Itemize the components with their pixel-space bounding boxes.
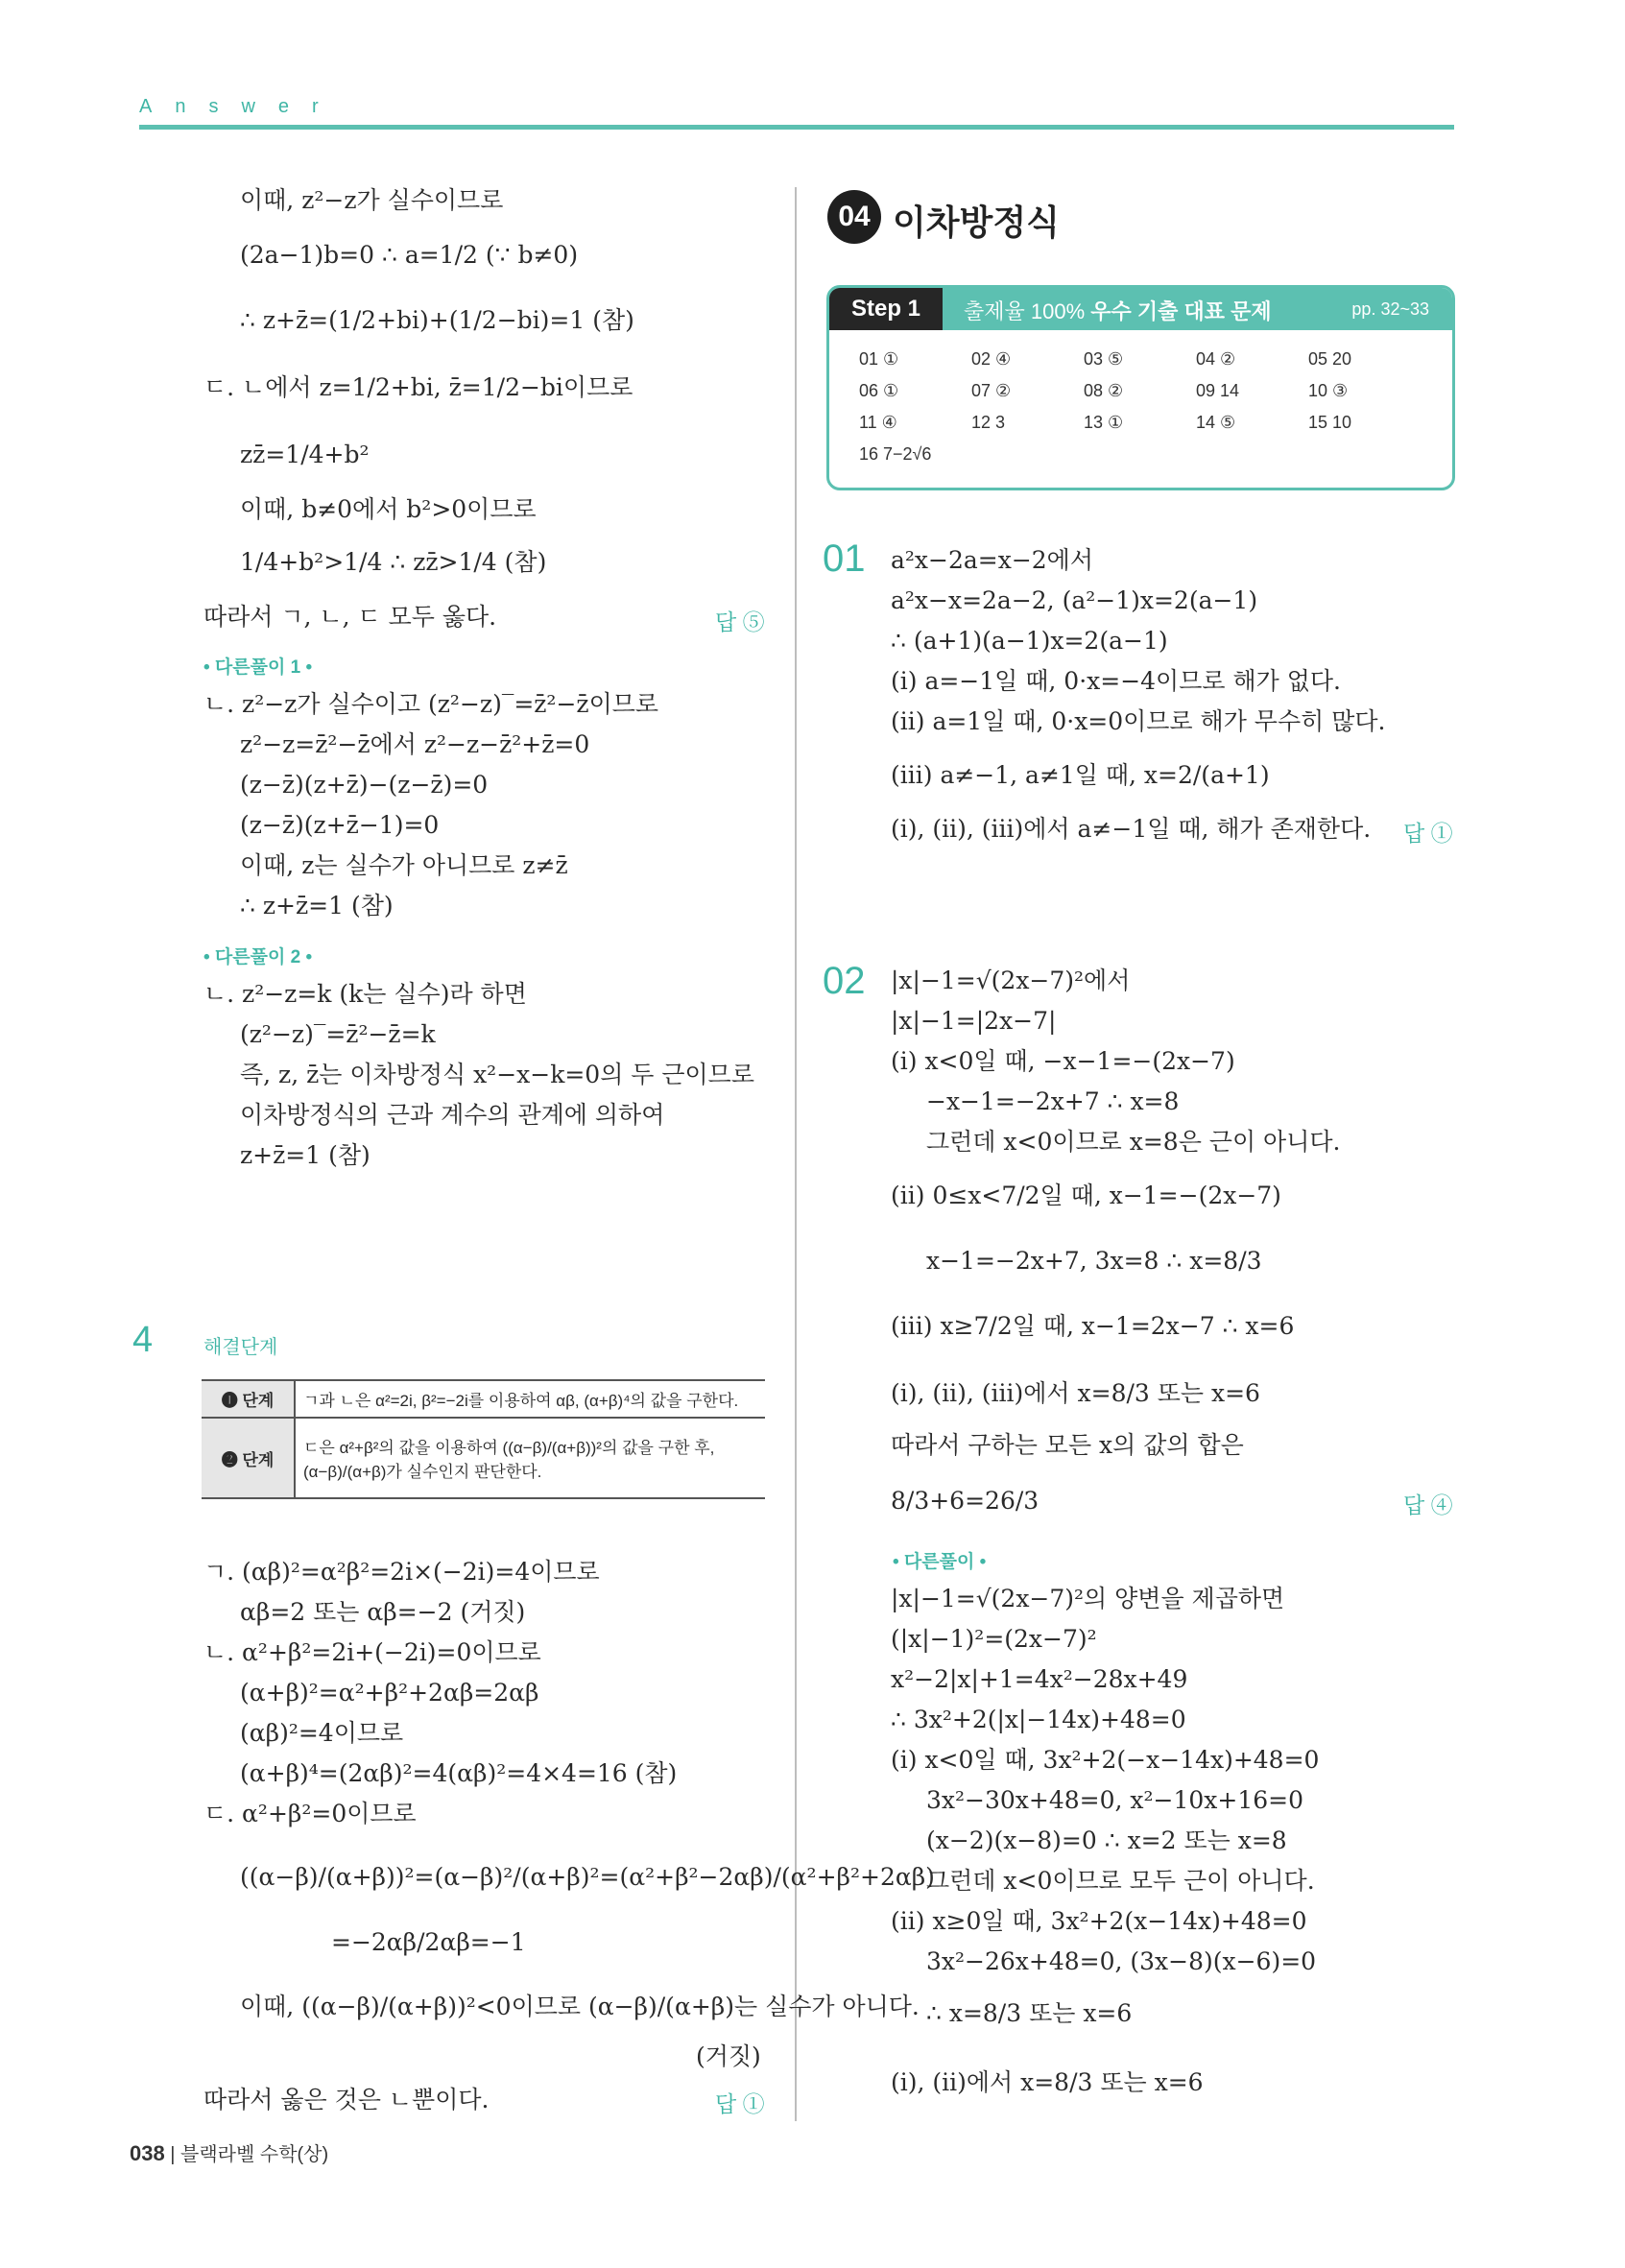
text-line: |x|−1=√(2x−7)²에서 [891, 967, 1131, 994]
steps-table [202, 1379, 765, 1499]
answer-label: 답 ⑤ [715, 609, 765, 634]
answer-label: 답 ① [715, 2091, 765, 2116]
step-label: ❷ 단계 [202, 1418, 295, 1498]
text-line: 이때, z²−z가 실수이므로 [240, 186, 504, 214]
text-line: −x−1=−2x+7 ∴ x=8 [926, 1087, 1180, 1115]
text-line: z+z̄=1 (참) [240, 1141, 370, 1169]
text-line: (ⅰ), (ⅱ)에서 x=8/3 또는 x=6 [891, 2068, 1204, 2096]
text-line: =−2αβ/2αβ=−1 [331, 1928, 526, 1956]
text-line: (ⅲ) x≥7/2일 때, x−1=2x−7 ∴ x=6 [891, 1312, 1295, 1340]
text-line: 이때, z는 실수가 아니므로 z≠z̄ [240, 851, 568, 879]
text-line: x−1=−2x+7, 3x=8 ∴ x=8/3 [926, 1247, 1262, 1275]
answer-item: 03 ⑤ [1084, 349, 1124, 369]
step-desc-prefix: 출제율 100% [964, 299, 1086, 323]
text-line: 8/3+6=26/3 [891, 1487, 1040, 1515]
text-line: (x−2)(x−8)=0 ∴ x=2 또는 x=8 [926, 1826, 1287, 1854]
answer-item: 09 14 [1196, 381, 1240, 400]
chapter-title: 이차방정식 [893, 203, 1060, 242]
answer-item: 06 ① [859, 381, 899, 400]
text-line: a²x−x=2a−2, (a²−1)x=2(a−1) [891, 586, 1258, 614]
text-line: 따라서 옳은 것은 ㄴ뿐이다. [203, 2086, 490, 2113]
text-line: z²−z=z̄²−z̄에서 z²−z−z̄²+z̄=0 [240, 730, 590, 758]
book-title: 블랙라벨 수학(상) [180, 2144, 329, 2165]
text-line: ∴ z+z̄=1 (참) [240, 892, 394, 919]
text-line: |x|−1=|2x−7| [891, 1007, 1057, 1035]
step-description [964, 296, 1272, 325]
text-line: (ⅰ) x<0일 때, 3x²+2(−x−14x)+48=0 [891, 1746, 1320, 1774]
text-line: (z−z̄)(z+z̄−1)=0 [240, 811, 440, 839]
answer-item: 15 10 [1308, 413, 1352, 432]
table-row [202, 1380, 765, 1418]
text-line: (거짓) [696, 2042, 761, 2070]
step-label: ❶ 단계 [202, 1380, 295, 1418]
text-line: 1/4+b²>1/4 ∴ zz̄>1/4 (참) [240, 548, 547, 576]
text-line: 그런데 x<0이므로 x=8은 근이 아니다. [926, 1128, 1341, 1156]
page-number: 038 [130, 2141, 165, 2165]
section-number: 4 [132, 1320, 154, 1360]
section-title: 해결단계 [203, 1337, 278, 1358]
text-line: (ⅰ) x<0일 때, −x−1=−(2x−7) [891, 1047, 1235, 1075]
text-line: (ⅲ) a≠−1, a≠1일 때, x=2/(a+1) [891, 761, 1270, 789]
answer-item: 04 ② [1196, 349, 1236, 369]
text-line: (ⅰ) a=−1일 때, 0·x=−4이므로 해가 없다. [891, 667, 1341, 695]
text-line: ㄴ. z²−z=k (k는 실수)라 하면 [203, 980, 527, 1008]
text-line: ∴ z+z̄=(1/2+bi)+(1/2−bi)=1 (참) [240, 306, 634, 334]
text-line: 이때, ((α−β)/(α+β))²<0이므로 (α−β)/(α+β)는 실수가 아니다. [240, 1993, 920, 2020]
answer-item: 08 ② [1084, 381, 1124, 400]
text-line: ㄴ. z²−z가 실수이고 (z²−z)‾=z̄²−z̄이므로 [203, 690, 659, 718]
text-line: 따라서 구하는 모든 x의 값의 합은 [891, 1431, 1244, 1459]
answer-item: 07 ② [971, 381, 1012, 400]
answer-item: 11 ④ [859, 413, 897, 432]
text-line: ㄷ. α²+β²=0이므로 [203, 1800, 417, 1827]
text-line: |x|−1=√(2x−7)²의 양변을 제곱하면 [891, 1585, 1285, 1612]
chapter-badge: 04 [827, 190, 881, 244]
text-line: 3x²−26x+48=0, (3x−8)(x−6)=0 [926, 1947, 1317, 1975]
answer-item: 02 ④ [971, 349, 1012, 369]
step-text: ㄷ은 α²+β²의 값을 이용하여 ((α−β)/(α+β))²의 값을 구한 후, (α−β)/(α+β)가 실수인지 판단한다. [295, 1418, 765, 1498]
text-line: 이차방정식의 근과 계수의 관계에 의하여 [240, 1101, 665, 1129]
answer-item: 14 ⑤ [1196, 413, 1236, 432]
text-line: (z²−z)‾=z̄²−z̄=k [240, 1020, 436, 1048]
text-line: 이때, b≠0에서 b²>0이므로 [240, 495, 537, 523]
step-box [826, 285, 1455, 490]
text-line: (αβ)²=4이므로 [240, 1719, 404, 1747]
text-line: ((α−β)/(α+β))²=(α−β)²/(α+β)²=(α²+β²−2αβ)/(α²+β²+2αβ) [240, 1863, 935, 1891]
answer-item: 16 7−2√6 [859, 444, 932, 464]
step-label: Step 1 [829, 288, 943, 330]
alt-solution-label: • 다른풀이 2 • [203, 947, 313, 967]
text-line: ㄴ. α²+β²=2i+(−2i)=0이므로 [203, 1638, 541, 1666]
problem-number: 01 [823, 537, 866, 580]
text-line: (α+β)⁴=(2αβ)²=4(αβ)²=4×4=16 (참) [240, 1759, 678, 1787]
text-line: zz̄=1/4+b² [240, 441, 370, 468]
step-text: ㄱ과 ㄴ은 α²=2i, β²=−2i를 이용하여 αβ, (α+β)⁴의 값을 구한다. [295, 1380, 765, 1418]
alt-solution-label: • 다른풀이 • [893, 1552, 987, 1572]
answer-item: 05 20 [1308, 349, 1352, 369]
alt-solution-label: • 다른풀이 1 • [203, 657, 313, 678]
answer-label: 답 ① [1403, 821, 1453, 846]
table-row [202, 1418, 765, 1498]
text-line: ∴ x=8/3 또는 x=6 [926, 1999, 1133, 2027]
answer-item: 10 ③ [1308, 381, 1349, 400]
text-line: a²x−2a=x−2에서 [891, 546, 1093, 574]
text-line: ㄷ. ㄴ에서 z=1/2+bi, z̄=1/2−bi이므로 [203, 373, 633, 401]
header-label: Answer [139, 96, 342, 117]
text-line: αβ=2 또는 αβ=−2 (거짓) [240, 1598, 526, 1626]
text-line: ∴ 3x²+2(|x|−14x)+48=0 [891, 1706, 1186, 1733]
text-line: (α+β)²=α²+β²+2αβ=2αβ [240, 1679, 539, 1707]
text-line: x²−2|x|+1=4x²−28x+49 [891, 1665, 1188, 1693]
text-line: (2a−1)b=0 ∴ a=1/2 (∵ b≠0) [240, 241, 579, 269]
text-line: 즉, z, z̄는 이차방정식 x²−x−k=0의 두 근이므로 [240, 1061, 754, 1088]
footer [130, 2138, 328, 2166]
answer-item: 12 3 [971, 413, 1006, 432]
step-desc-bold: 우수 기출 대표 문제 [1090, 299, 1272, 323]
step-pages: pp. 32~33 [1351, 299, 1429, 319]
answer-item: 13 ① [1084, 413, 1124, 432]
text-line: 따라서 ㄱ, ㄴ, ㄷ 모두 옳다. [203, 603, 497, 631]
text-line: 3x²−30x+48=0, x²−10x+16=0 [926, 1786, 1303, 1814]
text-line: (ⅰ), (ⅱ), (ⅲ)에서 x=8/3 또는 x=6 [891, 1379, 1260, 1407]
text-line: (ⅱ) a=1일 때, 0·x=0이므로 해가 무수히 많다. [891, 707, 1386, 735]
text-line: 그런데 x<0이므로 모두 근이 아니다. [926, 1867, 1315, 1895]
header-rule [139, 125, 1454, 130]
text-line: (|x|−1)²=(2x−7)² [891, 1625, 1097, 1653]
answer-item: 01 ① [859, 349, 899, 369]
text-line: ∴ (a+1)(a−1)x=2(a−1) [891, 627, 1168, 655]
problem-number: 02 [823, 960, 866, 1002]
text-line: (ⅰ), (ⅱ), (ⅲ)에서 a≠−1일 때, 해가 존재한다. [891, 815, 1372, 843]
text-line: (ⅱ) 0≤x<7/2일 때, x−1=−(2x−7) [891, 1182, 1281, 1209]
footer-separator: | [170, 2144, 181, 2165]
answer-label: 답 ④ [1403, 1492, 1453, 1517]
column-divider [795, 187, 797, 2121]
text-line: (ⅱ) x≥0일 때, 3x²+2(x−14x)+48=0 [891, 1907, 1307, 1935]
text-line: (z−z̄)(z+z̄)−(z−z̄)=0 [240, 771, 489, 799]
text-line: ㄱ. (αβ)²=α²β²=2i×(−2i)=4이므로 [203, 1558, 600, 1586]
